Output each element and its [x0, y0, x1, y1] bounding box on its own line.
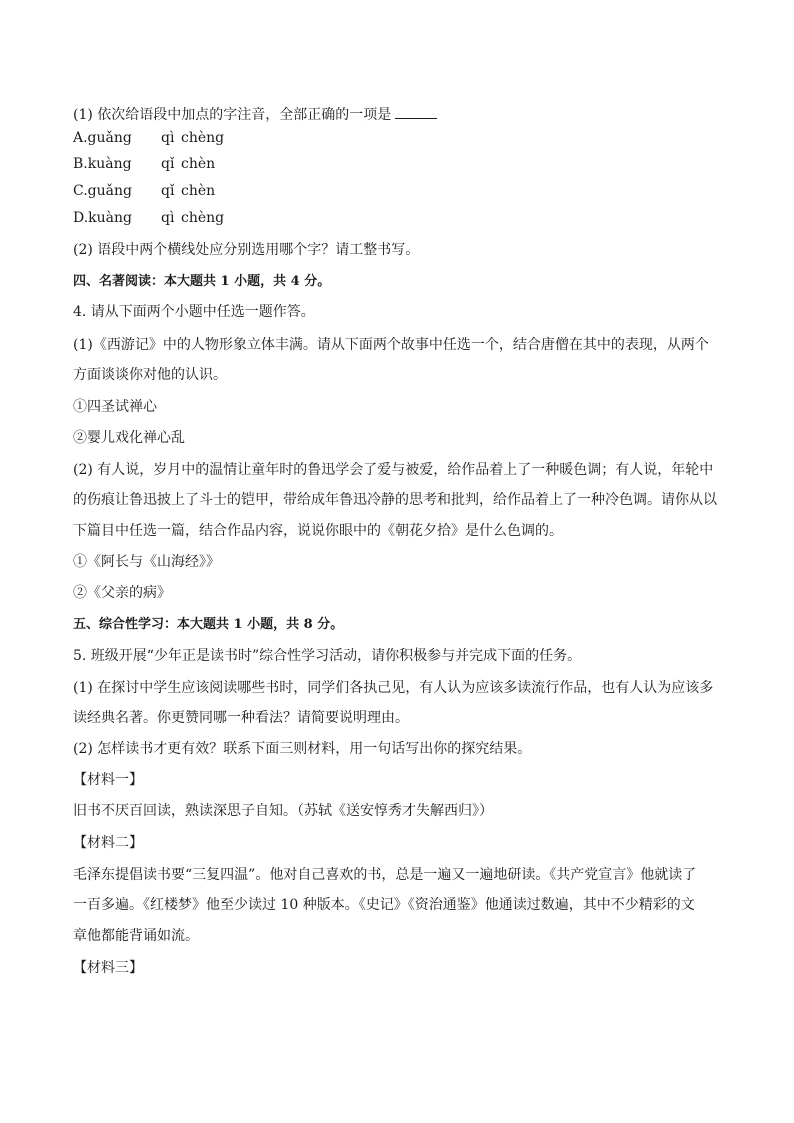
material3-title: 【材料三】 [73, 960, 143, 976]
option-d-second: qì [161, 210, 175, 226]
q4-sub2-line2: 的伤痕让鲁迅披上了斗士的铠甲，带给成年鲁迅冷静的思考和批判，给作品着上了一种冷色调。请你从以 [73, 492, 717, 508]
material2-line3: 章他都能背诵如流。 [73, 928, 199, 944]
q3-sub1 [73, 104, 723, 124]
material2-title: 【材料二】 [73, 835, 143, 851]
material1-text: 旧书不厌百回读，熟读深思子自知。（苏轼《送安惇秀才失解西归》） [73, 803, 493, 819]
q4-sub2-line3: 下篇目中任选一篇，结合作品内容，说说你眼中的《朝花夕拾》是什么色调的。 [73, 523, 563, 539]
q5-prompt: 5. 班级开展“少年正是读书时”综合性学习活动，请你积极参与并完成下面的任务。 [73, 648, 582, 664]
option-d [73, 209, 723, 227]
option-c [73, 182, 723, 200]
q4-sub1-line1: (1)《西游记》中的人物形象立体丰满。请从下面两个故事中任选一个，结合唐僧在其中的表现，从两个 [73, 337, 709, 353]
option-b-second: qǐ [161, 156, 175, 172]
material1-title: 【材料一】 [73, 772, 143, 788]
answer-blank [395, 104, 437, 119]
option-c-first: C.guǎng [73, 183, 132, 199]
q3-sub1-text: (1) 依次给语段中加点的字注音，全部正确的一项是 [73, 107, 392, 123]
q4-piece2: ②《父亲的病》 [73, 585, 171, 601]
option-b [73, 155, 723, 173]
q4-story2: ②婴儿戏化禅心乱 [73, 430, 185, 446]
option-c-third: chèn [181, 183, 216, 199]
option-a-second: qì [161, 130, 175, 146]
q4-prompt: 4. 请从下面两个小题中任选一题作答。 [73, 304, 315, 320]
q4-sub1-line2: 方面谈谈你对他的认识。 [73, 367, 227, 383]
option-b-third: chèn [181, 156, 216, 172]
q4-story1: ①四圣试禅心 [73, 399, 157, 415]
material2-line1: 毛泽东提倡读书要“三复四温”。他对自己喜欢的书，总是一遍又一遍地研读。《共产党宣言》他就读了 [73, 867, 697, 883]
q4-piece1: ①《阿长与《山海经》》 [73, 554, 220, 570]
section5-heading: 五、综合性学习：本大题共 1 小题，共 8 分。 [73, 617, 344, 632]
q4-sub2-line1: (2) 有人说，岁月中的温情让童年时的鲁迅学会了爱与被爱，给作品着上了一种暖色调；有人说，年轮中 [73, 462, 714, 478]
q3-sub2: (2) 语段中两个横线处应分别选用哪个字？请工整书写。 [73, 242, 420, 258]
section4-heading: 四、名著阅读：本大题共 1 小题，共 4 分。 [73, 274, 331, 289]
option-d-third: chèng [181, 210, 225, 226]
option-a [73, 129, 723, 147]
option-a-first: A.guǎng [73, 130, 132, 146]
option-d-first: D.kuàng [73, 210, 133, 226]
q5-sub1-line2: 读经典名著。你更赞同哪一种看法？请简要说明理由。 [73, 710, 409, 726]
material2-line2: 一百多遍。《红楼梦》他至少读过 10 种版本。《史记》《资治通鉴》他通读过数遍，其中不少精彩的文 [73, 897, 695, 913]
option-c-second: qǐ [161, 183, 175, 199]
q5-sub2: (2) 怎样读书才更有效？联系下面三则材料，用一句话写出你的探究结果。 [73, 741, 532, 757]
option-b-first: B.kuàng [73, 156, 132, 172]
q5-sub1-line1: (1) 在探讨中学生应该阅读哪些书时，同学们各执己见，有人认为应该多读流行作品，也有人认为应该多 [73, 680, 714, 696]
option-a-third: chèng [181, 130, 225, 146]
